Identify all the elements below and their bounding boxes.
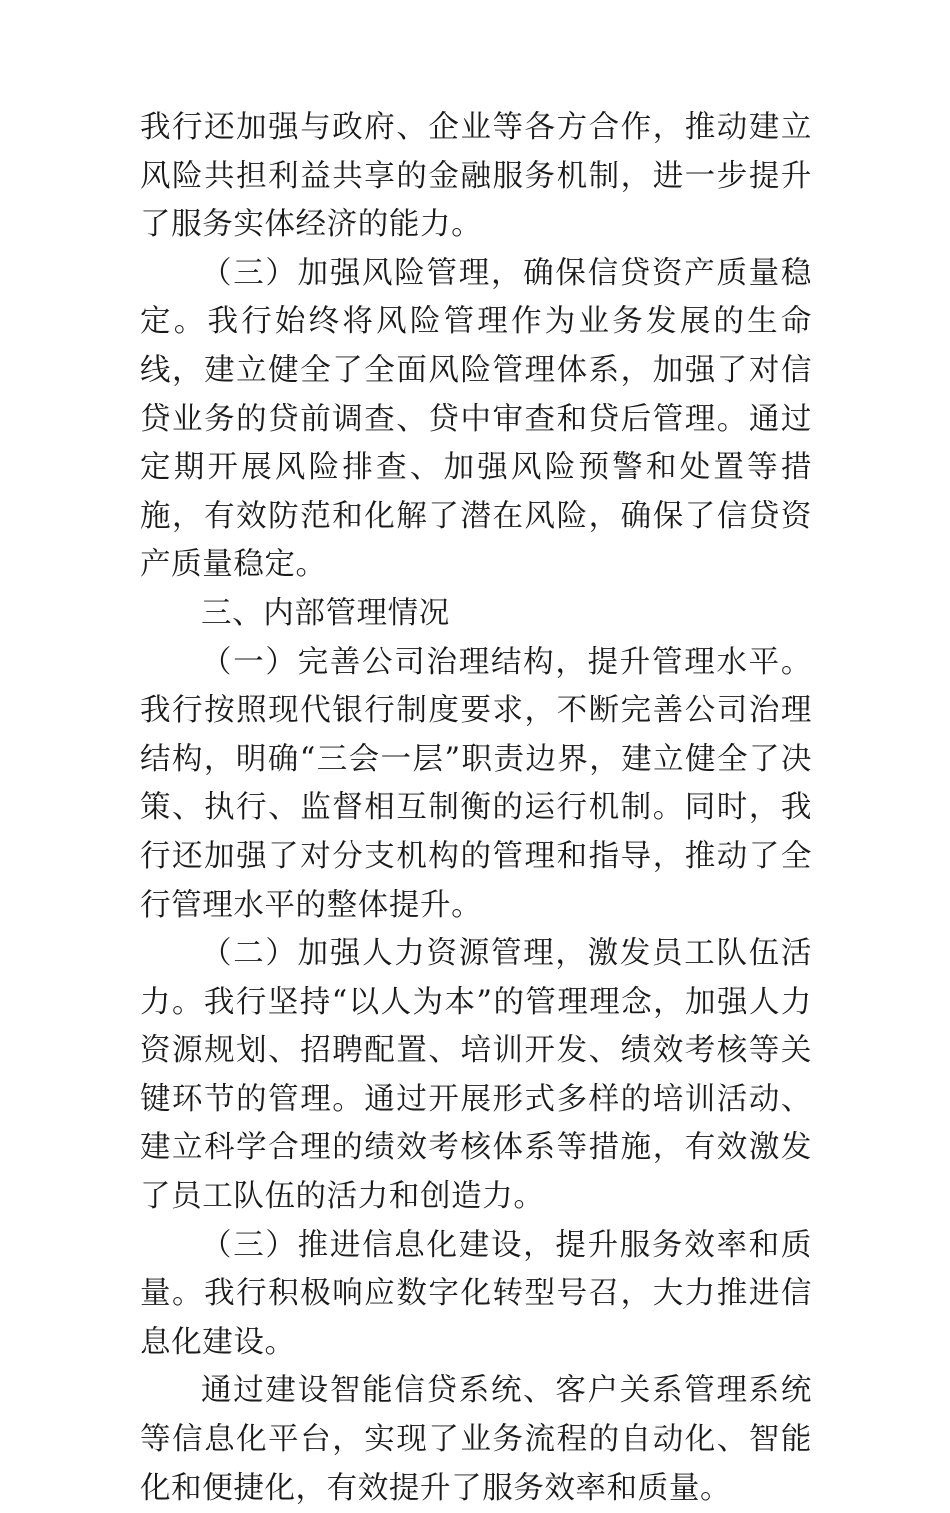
body-paragraph: （一）完善公司治理结构，提升管理水平。我行按照现代银行制度要求，不断完善公司治理结构，明确“三会一层”职责边界，建立健全了决策、执行、监督相互制衡的运行机制。同时，我行还加强了对分支机构的管理和指导，推动了全行管理水平的整体提升。 bbox=[140, 644, 812, 923]
body-paragraph: （三）加强风险管理，确保信贷资产质量稳定。我行始终将风险管理作为业务发展的生命线，建立健全了全面风险管理体系，加强了对信贷业务的贷前调查、贷中审查和贷后管理。通过定期开展风险排查、加强风险预警和处置等措施，有效防范和化解了潜在风险，确保了信贷资产质量稳定。 bbox=[140, 255, 812, 583]
body-paragraph: （三）推进信息化建设，提升服务效率和质量。我行积极响应数字化转型号召，大力推进信息化建设。 bbox=[140, 1227, 812, 1360]
document-body bbox=[140, 104, 812, 1513]
body-paragraph: （二）加强人力资源管理，激发员工队伍活力。我行坚持“以人为本”的管理理念，加强人力资源规划、招聘配置、培训开发、绩效考核等关键环节的管理。通过开展形式多样的培训活动、建立科学合理的绩效考核体系等措施，有效激发了员工队伍的活力和创造力。 bbox=[140, 936, 812, 1215]
section-heading: 三、内部管理情况 bbox=[201, 595, 450, 631]
body-paragraph: 我行还加强与政府、企业等各方合作，推动建立风险共担利益共享的金融服务机制，进一步提升了服务实体经济的能力。 bbox=[140, 110, 812, 243]
body-paragraph: 通过建设智能信贷系统、客户关系管理系统等信息化平台，实现了业务流程的自动化、智能化和便捷化，有效提升了服务效率和质量。 bbox=[140, 1373, 812, 1506]
